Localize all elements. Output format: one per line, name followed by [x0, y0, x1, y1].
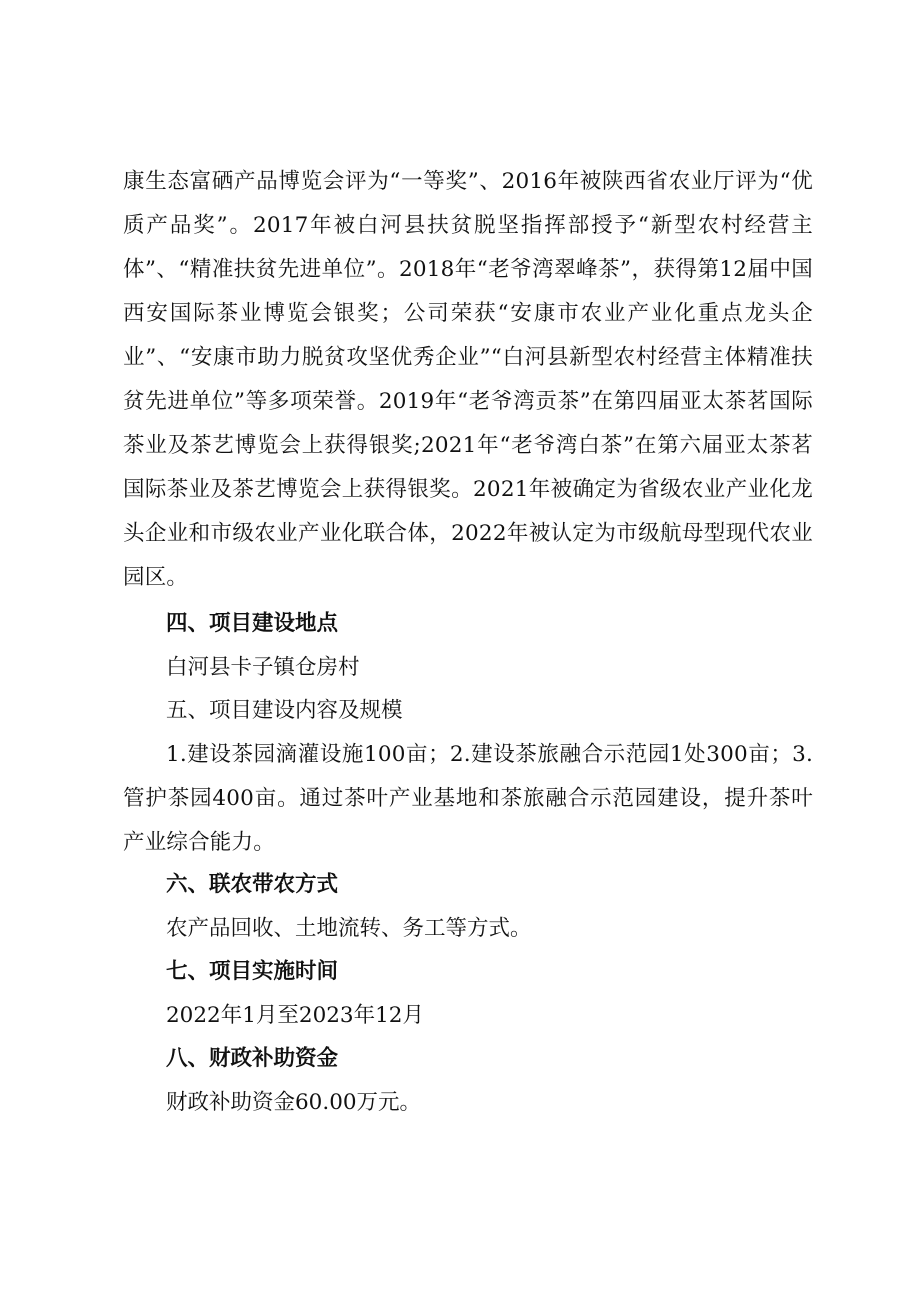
section4-heading: 四、项目建设地点 — [166, 611, 339, 636]
section7-heading: 七、项目实施时间 — [166, 959, 339, 984]
section8-text: 财政补助资金60.00万元。 — [166, 1090, 422, 1115]
section6-text: 农产品回收、土地流转、务工等方式。 — [166, 916, 532, 941]
intro-paragraph: 康生态富硒产品博览会评为“一等奖”、2016年被陕西省农业厅评为“优质产品奖”。2017年被白河县扶贫脱坚指挥部授予“新型农村经营主体”、“精准扶贫先进单位”。2018年“老爷湾翠峰茶”，获得第12届中国西安国际茶业博览会银奖；公司荣获“安康市农业产业化重点龙头企业”、“安康市助力脱贫攻坚优秀企业”“白河县新型农村经营主体精准扶贫先进单位”等多项荣誉。2019年“老爷湾贡茶”在第四届亚太茶茗国际茶业及茶艺博览会上获得银奖;2021年“老爷湾白茶”在第六届亚太茶茗国际茶业及茶艺博览会上获得银奖。2021年被确定为省级农业产业化龙头企业和市级农业产业化联合体，2022年被认定为市级航母型现代农业园区。 — [123, 169, 813, 590]
section5-heading: 五、项目建设内容及规模 — [166, 698, 403, 723]
section4-text: 白河县卡子镇仓房村 — [166, 655, 360, 680]
section6-heading: 六、联农带农方式 — [166, 872, 339, 897]
section7-text: 2022年1月至2023年12月 — [166, 1003, 424, 1028]
section5-text: 1.建设茶园滴灌设施100亩；2.建设茶旅融合示范园1处300亩；3.管护茶园400亩。通过茶叶产业基地和茶旅融合示范园建设，提升茶叶产业综合能力。 — [123, 742, 813, 855]
section8-heading: 八、财政补助资金 — [166, 1046, 339, 1071]
